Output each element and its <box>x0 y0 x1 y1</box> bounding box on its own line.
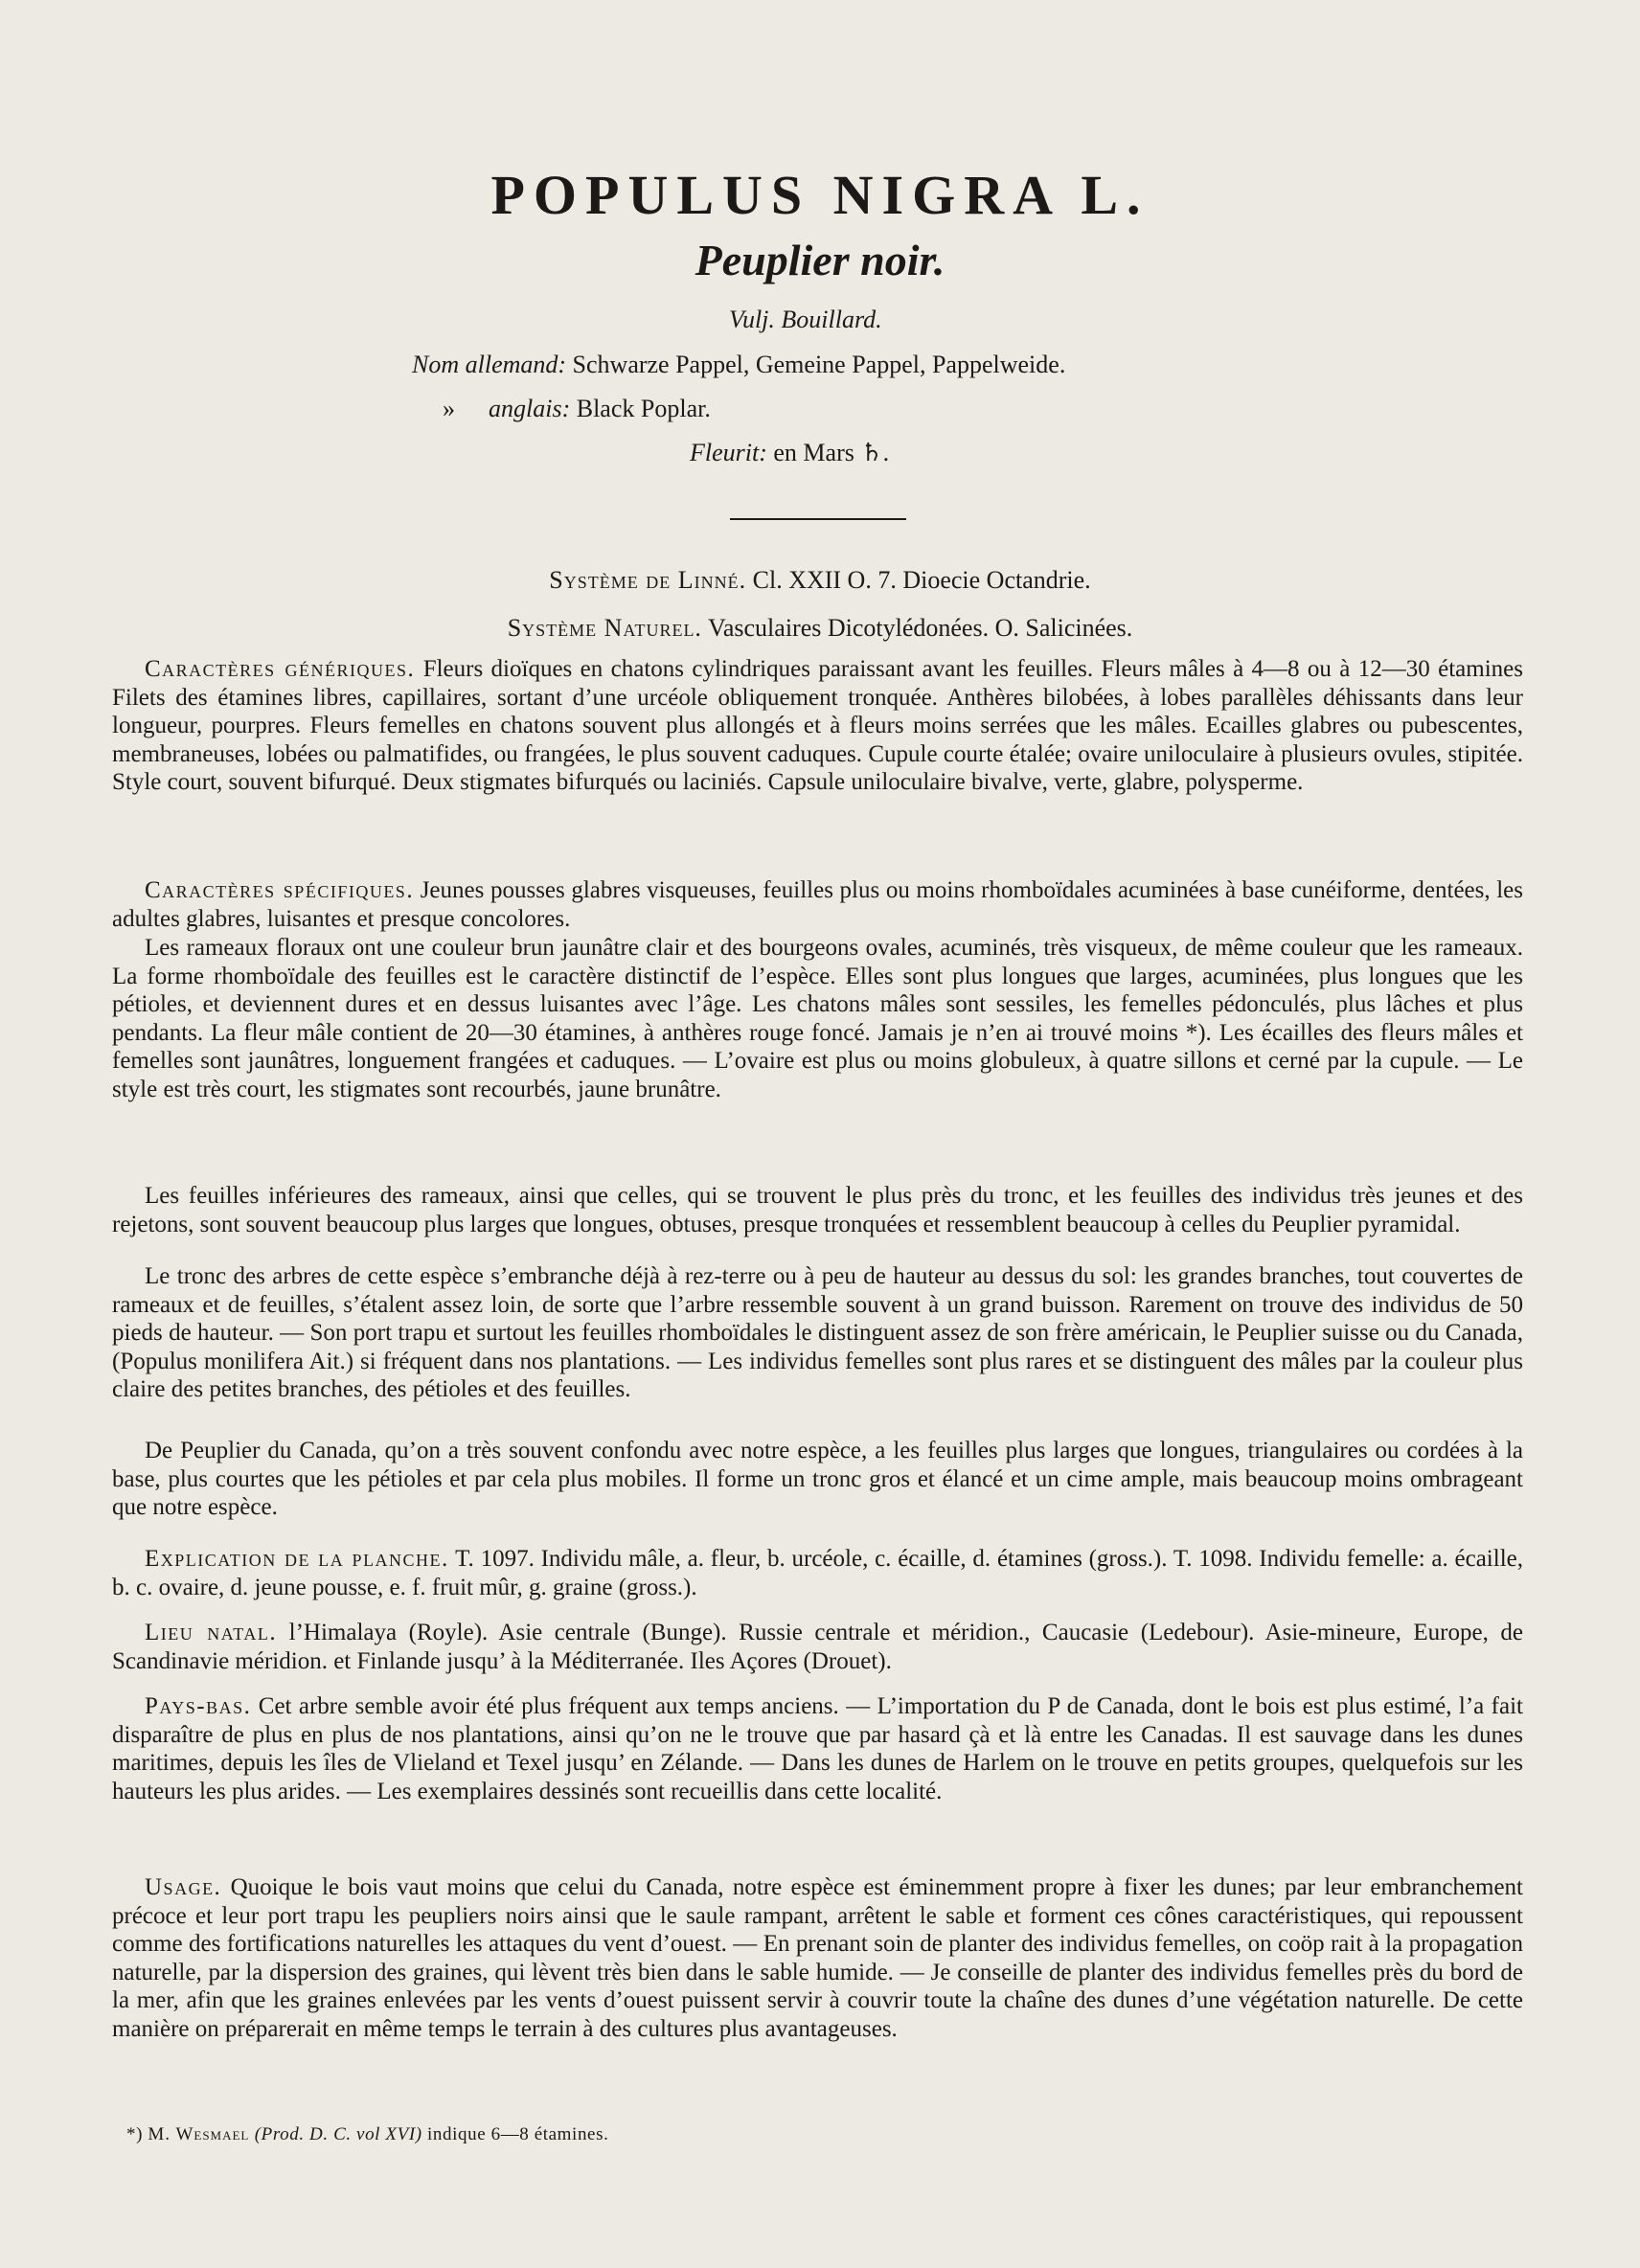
footnote-text: indique 6—8 étamines. <box>427 2124 609 2144</box>
vulgar-name-value: Bouillard. <box>781 306 882 333</box>
german-name-label: Nom allemand: <box>412 351 567 378</box>
natural-system-label: Système Naturel. <box>507 614 702 642</box>
footnote <box>126 2124 608 2145</box>
usage-heading: Usage. <box>145 1874 222 1900</box>
vulgar-name-label: Vulj. <box>729 306 775 333</box>
description-paragraph-3: Le tronc des arbres de cette espèce s’embranche déjà à rez-terre ou à peu de hauteur au dessus du sol: les grandes branches, tout couvertes de rameaux et de feuilles, s’étalent assez loin, de sorte que l’arbre ressemble souvent à un grand buisson. Rarement on trouve des individus de 50 pieds de hauteur. — Son port trapu et surtout les feuilles rhomboïdales le distinguent assez de son frère américain, le Peuplier suisse ou du Canada, (Populus monilifera Ait.) si fréquent dans nos plantations. — Les individus femelles sont plus rares et se distinguent des mâles par la couleur plus claire des petites branches, des pétioles et des feuilles. <box>112 1263 1523 1402</box>
english-name-line <box>443 395 711 423</box>
flowering-label: Fleurit: <box>690 439 767 466</box>
english-name-label: anglais: <box>489 395 571 422</box>
specific-characters-heading: Caractères spécifiques. <box>145 877 415 903</box>
habitat-heading: Lieu natal. <box>145 1620 278 1645</box>
ditto-mark: » <box>443 395 455 422</box>
natural-system-line <box>0 614 1640 643</box>
description-paragraph-1: Les rameaux floraux ont une couleur brun jaunâtre clair et des bourgeons ovales, acuminés, très visqueux, de même couleur que les rameaux. La forme rhomboïdale des feuilles est le caractère distinctif de l’espèce. Elles sont plus longues que larges, acuminées, plus longues que les pétioles, et deviennent dures et en dessus luisantes avec l’âge. Les chatons mâles sont sessiles, les femelles pédonculés, plus lâches et plus pendants. La fleur mâle contient de 20—30 étamines, à anthères rouge foncé. Jamais je n’en ai trouvé moins *). Les écailles des fleurs mâles et femelles sont jaunâtres, longuement frangées et caduques. — L’ovaire est plus ou moins globuleux, à quatre sillons et cerné par la cupule. — Le style est très court, les stigmates sont recourbés, jaune brunâtre. <box>112 935 1523 1102</box>
linnaean-system-label: Système de Linné. <box>549 566 747 594</box>
page-subtitle: Peuplier noir. <box>695 236 945 284</box>
habitat-text: l’Himalaya (Royle). Asie centrale (Bunge). Russie centrale et méridion., Caucasie (Ledebour). Asie-mineure, Europe, de Scandinavie méridion. et Finlande jusqu’ à la Méditerranée. Iles Açores (Drouet). <box>112 1620 1523 1674</box>
plate-explanation-paragraph <box>112 1545 1523 1601</box>
vulgar-name-line <box>729 306 882 334</box>
habitat-paragraph <box>112 1619 1523 1675</box>
netherlands-heading: Pays-bas. <box>145 1693 252 1719</box>
divider-rule <box>730 518 906 520</box>
usage-text: Quoique le bois vaut moins que celui du Canada, notre espèce est éminemment propre à fixer les dunes; par leur embranchement précoce et leur port trapu les peupliers noirs ainsi que le saule rampant, arrêtent le sable et forment ces cônes caractéristiques, qui repoussent comme des fortifications naturelles les attaques du vent d’ouest. — En prenant soin de planter des individus femelles, on coöp rait à la propagation naturelle, par la dispersion des graines, qui lèvent très bien dans le sable humide. — Je conseille de planter des individus femelles près du bord de la mer, afin que les graines enlevées par les vents d’ouest puissent servir à couvrir toute la chaîne des dunes d’une végétation naturelle. De cette manière on préparerait en même temps le terrain à des cultures plus avantageuses. <box>112 1874 1523 2042</box>
generic-characters-text: Fleurs dioïques en chatons cylindriques paraissant avant les feuilles. Fleurs mâles à 4—8 ou à 12—30 étamines Filets des étamines libres, capillaires, sortant d’une urcéole obliquement tronquée. Anthères bilobées, à lobes parallèles déhissants dans leur longueur, pourpres. Fleurs femelles en chatons souvent plus allongés et à fleurs moins serrées que les mâles. Ecailles glabres ou pubescentes, membraneuses, lobées ou palmatifides, ou frangées, le plus souvent caduques. Cupule courte étalée; ovaire uniloculaire à plusieurs ovules, stipitée. Style court, souvent bifurqué. Deux stigmates bifurqués ou laciniés. Capsule uniloculaire bivalve, verte, glabre, polysperme. <box>112 656 1523 795</box>
netherlands-paragraph <box>112 1692 1523 1805</box>
plate-explanation-text: T. 1097. Individu mâle, a. fleur, b. urcéole, c. écaille, d. étamines (gross.). T. 1098. Individu femelle: a. écaille, b. c. ovaire, d. jeune pousse, e. f. fruit mûr, g. graine (gross.). <box>112 1546 1523 1600</box>
footnote-citation: (Prod. D. C. vol XVI) <box>254 2124 422 2144</box>
usage-paragraph <box>112 1873 1523 2043</box>
german-name-line <box>412 351 1065 379</box>
description-paragraph-2: Les feuilles inférieures des rameaux, ainsi que celles, qui se trouvent le plus près du tronc, et les feuilles des individus très jeunes et des rejetons, sont souvent beaucoup plus larges que longues, obtuses, presque tronquées et ressemblent beaucoup à celles du Peuplier pyramidal. <box>112 1183 1523 1237</box>
natural-system-value: Vasculaires Dicotylédonées. O. Salicinées. <box>707 614 1133 642</box>
footnote-author: M. Wesmael <box>148 2124 250 2144</box>
description-paragraph-4: De Peuplier du Canada, qu’on a très souvent confondu avec notre espèce, a les feuilles plus larges que longues, triangulaires ou cordées à la base, plus courtes que les pétioles et par cela plus mobiles. Il forme un tronc gros et élancé et un cime ample, mais beaucoup moins ombrageant que notre espèce. <box>112 1438 1523 1520</box>
german-name-value: Schwarze Pappel, Gemeine Pappel, Pappelweide. <box>572 351 1066 378</box>
english-name-value: Black Poplar. <box>576 395 711 422</box>
specific-characters-paragraph <box>112 876 1523 933</box>
linnaean-system-line <box>0 566 1640 595</box>
plate-explanation-heading: Explication de la planche. <box>145 1546 449 1572</box>
generic-characters-heading: Caractères génériques. <box>145 656 416 682</box>
footnote-mark: *) <box>126 2124 144 2144</box>
linnaean-system-value: Cl. XXII O. 7. Dioecie Octandrie. <box>752 566 1091 594</box>
generic-characters-paragraph <box>112 655 1523 797</box>
page-title: POPULUS NIGRA L. <box>490 164 1150 226</box>
flowering-line <box>690 439 889 467</box>
flowering-value: en Mars ♄. <box>773 439 890 466</box>
netherlands-text: Cet arbre semble avoir été plus fréquent aux temps anciens. — L’importation du P de Canada, dont le bois est plus estimé, l’a fait disparaître de plus en plus de nos plantations, ainsi qu’on ne le trouve que par hasard çà et là entre les Canadas. Il est sauvage dans les dunes maritimes, depuis les îles de Vlieland et Texel jusqu’ en Zélande. — Dans les dunes de Harlem on le trouve en petits groupes, quelquefois sur les hauteurs les plus arides. — Les exemplaires dessinés sont recueillis dans cette localité. <box>112 1693 1523 1804</box>
specific-characters-text: Jeunes pousses glabres visqueuses, feuilles plus ou moins rhomboïdales acuminées à base cunéiforme, dentées, les adultes glabres, luisantes et presque concolores. <box>112 877 1524 932</box>
